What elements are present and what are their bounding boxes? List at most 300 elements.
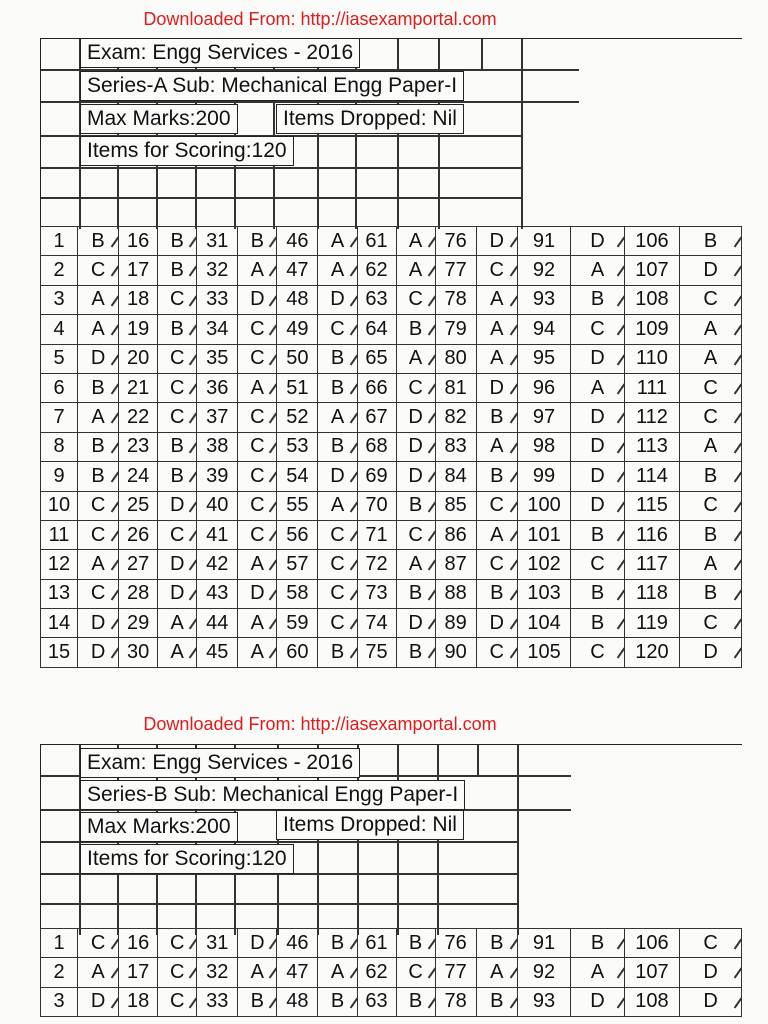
answer-key: B bbox=[476, 403, 517, 432]
question-number: 112 bbox=[624, 403, 680, 432]
answer-key: A bbox=[238, 373, 277, 402]
answer-key: C bbox=[680, 929, 742, 958]
answer-key: C bbox=[78, 491, 119, 520]
question-number: 94 bbox=[517, 315, 570, 344]
answer-key: D bbox=[78, 344, 119, 373]
answer-key: C bbox=[238, 432, 277, 461]
question-number: 79 bbox=[435, 315, 476, 344]
question-number: 118 bbox=[624, 579, 680, 608]
answer-key: A bbox=[318, 958, 357, 987]
answer-key: A bbox=[476, 344, 517, 373]
answer-key: A bbox=[78, 958, 119, 987]
question-number: 106 bbox=[624, 929, 680, 958]
answer-key: D bbox=[318, 285, 357, 314]
question-number: 76 bbox=[435, 227, 476, 256]
source-caption-b: Downloaded From: http://iasexamportal.com bbox=[143, 714, 497, 734]
question-number: 47 bbox=[277, 256, 318, 285]
answer-key: C bbox=[158, 987, 197, 1016]
question-number: 13 bbox=[41, 579, 78, 608]
answer-key: C bbox=[158, 929, 197, 958]
question-number: 25 bbox=[119, 491, 158, 520]
answer-key: B bbox=[318, 638, 357, 667]
answer-key: B bbox=[396, 929, 435, 958]
answer-key: C bbox=[238, 462, 277, 491]
answer-key: A bbox=[318, 227, 357, 256]
question-number: 66 bbox=[357, 373, 396, 402]
answer-key: A bbox=[158, 638, 197, 667]
answer-key: D bbox=[680, 638, 742, 667]
answer-key: D bbox=[476, 227, 517, 256]
answer-key: C bbox=[238, 403, 277, 432]
answer-key: B bbox=[318, 929, 357, 958]
question-number: 107 bbox=[624, 256, 680, 285]
question-number: 63 bbox=[357, 987, 396, 1016]
exam-title: Exam: Engg Services - 2016 bbox=[80, 38, 360, 68]
answer-key: B bbox=[396, 491, 435, 520]
answer-key: B bbox=[396, 987, 435, 1016]
answer-key: D bbox=[158, 491, 197, 520]
answer-key: B bbox=[318, 344, 357, 373]
answer-key: A bbox=[238, 638, 277, 667]
question-number: 61 bbox=[357, 929, 396, 958]
question-number: 14 bbox=[41, 609, 78, 638]
answer-key: C bbox=[571, 550, 624, 579]
question-number: 100 bbox=[517, 491, 570, 520]
question-number: 16 bbox=[119, 227, 158, 256]
question-number: 52 bbox=[277, 403, 318, 432]
answer-key: C bbox=[238, 315, 277, 344]
answer-key: D bbox=[78, 638, 119, 667]
question-number: 76 bbox=[435, 929, 476, 958]
question-number: 105 bbox=[517, 638, 570, 667]
question-number: 50 bbox=[277, 344, 318, 373]
question-number: 108 bbox=[624, 987, 680, 1016]
answer-key: B bbox=[396, 315, 435, 344]
answer-key: A bbox=[318, 256, 357, 285]
answer-key: B bbox=[476, 987, 517, 1016]
table-row bbox=[41, 609, 742, 638]
question-number: 35 bbox=[197, 344, 238, 373]
question-number: 87 bbox=[435, 550, 476, 579]
answer-key: B bbox=[78, 373, 119, 402]
question-number: 18 bbox=[119, 987, 158, 1016]
question-number: 75 bbox=[357, 638, 396, 667]
answer-key: B bbox=[318, 432, 357, 461]
question-number: 63 bbox=[357, 285, 396, 314]
answer-key: C bbox=[158, 403, 197, 432]
answer-key: C bbox=[238, 491, 277, 520]
answer-key: D bbox=[680, 958, 742, 987]
question-number: 92 bbox=[517, 958, 570, 987]
question-number: 115 bbox=[624, 491, 680, 520]
question-number: 15 bbox=[41, 638, 78, 667]
answer-key: C bbox=[476, 550, 517, 579]
question-number: 62 bbox=[357, 256, 396, 285]
question-number: 48 bbox=[277, 987, 318, 1016]
question-number: 77 bbox=[435, 256, 476, 285]
answer-key: A bbox=[396, 256, 435, 285]
question-number: 24 bbox=[119, 462, 158, 491]
question-number: 9 bbox=[41, 462, 78, 491]
table-row bbox=[41, 987, 742, 1016]
question-number: 45 bbox=[197, 638, 238, 667]
answer-key: B bbox=[158, 432, 197, 461]
question-number: 117 bbox=[624, 550, 680, 579]
question-number: 37 bbox=[197, 403, 238, 432]
question-number: 88 bbox=[435, 579, 476, 608]
answer-key: C bbox=[571, 315, 624, 344]
question-number: 41 bbox=[197, 520, 238, 549]
answer-key: C bbox=[396, 373, 435, 402]
question-number: 93 bbox=[517, 285, 570, 314]
answer-key: B bbox=[318, 987, 357, 1016]
question-number: 102 bbox=[517, 550, 570, 579]
answer-key: C bbox=[318, 315, 357, 344]
answer-key: C bbox=[396, 958, 435, 987]
question-number: 48 bbox=[277, 285, 318, 314]
answer-key: A bbox=[238, 256, 277, 285]
table-row bbox=[41, 403, 742, 432]
answer-key: B bbox=[318, 373, 357, 402]
answer-key: A bbox=[680, 315, 742, 344]
table-row bbox=[41, 958, 742, 987]
answer-key: C bbox=[238, 520, 277, 549]
question-number: 6 bbox=[41, 373, 78, 402]
question-number: 119 bbox=[624, 609, 680, 638]
question-number: 46 bbox=[277, 929, 318, 958]
answer-key: C bbox=[78, 929, 119, 958]
answer-table bbox=[40, 928, 742, 1017]
answer-key: A bbox=[476, 315, 517, 344]
question-number: 1 bbox=[41, 227, 78, 256]
question-number: 98 bbox=[517, 432, 570, 461]
exam-title: Exam: Engg Services - 2016 bbox=[80, 748, 360, 778]
answer-key: A bbox=[78, 403, 119, 432]
question-number: 17 bbox=[119, 256, 158, 285]
question-number: 81 bbox=[435, 373, 476, 402]
table-row bbox=[41, 432, 742, 461]
answer-key: C bbox=[158, 373, 197, 402]
question-number: 1 bbox=[41, 929, 78, 958]
question-number: 32 bbox=[197, 958, 238, 987]
answer-key: D bbox=[158, 579, 197, 608]
answer-key: C bbox=[238, 344, 277, 373]
answer-key: D bbox=[396, 462, 435, 491]
question-number: 22 bbox=[119, 403, 158, 432]
question-number: 89 bbox=[435, 609, 476, 638]
answer-key: D bbox=[238, 929, 277, 958]
answer-key: C bbox=[318, 550, 357, 579]
question-number: 62 bbox=[357, 958, 396, 987]
answer-key: B bbox=[571, 285, 624, 314]
question-number: 95 bbox=[517, 344, 570, 373]
answer-key: D bbox=[238, 579, 277, 608]
question-number: 96 bbox=[517, 373, 570, 402]
series-subject: Series-B Sub: Mechanical Engg Paper-I bbox=[80, 780, 465, 810]
question-number: 29 bbox=[119, 609, 158, 638]
answer-key: B bbox=[78, 432, 119, 461]
question-number: 46 bbox=[277, 227, 318, 256]
question-number: 19 bbox=[119, 315, 158, 344]
question-number: 60 bbox=[277, 638, 318, 667]
question-number: 101 bbox=[517, 520, 570, 549]
answer-key: D bbox=[476, 373, 517, 402]
question-number: 110 bbox=[624, 344, 680, 373]
answer-key: D bbox=[396, 432, 435, 461]
question-number: 91 bbox=[517, 227, 570, 256]
answer-key: C bbox=[680, 491, 742, 520]
answer-key: B bbox=[158, 256, 197, 285]
answer-key: D bbox=[571, 403, 624, 432]
answer-key: D bbox=[571, 491, 624, 520]
question-number: 103 bbox=[517, 579, 570, 608]
table-row bbox=[41, 285, 742, 314]
answer-key: B bbox=[476, 462, 517, 491]
question-number: 69 bbox=[357, 462, 396, 491]
table-row bbox=[41, 491, 742, 520]
items-for-scoring: Items for Scoring:120 bbox=[80, 136, 294, 166]
source-caption-a: Downloaded From: http://iasexamportal.com bbox=[143, 9, 497, 29]
question-number: 42 bbox=[197, 550, 238, 579]
question-number: 84 bbox=[435, 462, 476, 491]
question-number: 70 bbox=[357, 491, 396, 520]
table-row bbox=[41, 550, 742, 579]
answer-key: A bbox=[680, 432, 742, 461]
question-number: 53 bbox=[277, 432, 318, 461]
table-row bbox=[41, 373, 742, 402]
question-number: 74 bbox=[357, 609, 396, 638]
answer-key: D bbox=[318, 462, 357, 491]
question-number: 3 bbox=[41, 285, 78, 314]
answer-key: A bbox=[476, 520, 517, 549]
answer-key: A bbox=[238, 958, 277, 987]
question-number: 109 bbox=[624, 315, 680, 344]
table-row bbox=[41, 638, 742, 667]
question-number: 2 bbox=[41, 958, 78, 987]
question-number: 16 bbox=[119, 929, 158, 958]
question-number: 2 bbox=[41, 256, 78, 285]
question-number: 92 bbox=[517, 256, 570, 285]
answer-key: C bbox=[78, 579, 119, 608]
question-number: 80 bbox=[435, 344, 476, 373]
question-number: 65 bbox=[357, 344, 396, 373]
question-number: 67 bbox=[357, 403, 396, 432]
answer-key: D bbox=[78, 609, 119, 638]
question-number: 90 bbox=[435, 638, 476, 667]
question-number: 18 bbox=[119, 285, 158, 314]
answer-key: C bbox=[571, 638, 624, 667]
question-number: 58 bbox=[277, 579, 318, 608]
question-number: 83 bbox=[435, 432, 476, 461]
answer-key: A bbox=[78, 315, 119, 344]
answer-key: B bbox=[680, 520, 742, 549]
answer-key: C bbox=[318, 579, 357, 608]
answer-key: B bbox=[238, 987, 277, 1016]
question-number: 55 bbox=[277, 491, 318, 520]
question-number: 104 bbox=[517, 609, 570, 638]
answer-key: A bbox=[571, 373, 624, 402]
answer-key: B bbox=[476, 929, 517, 958]
question-number: 7 bbox=[41, 403, 78, 432]
question-number: 113 bbox=[624, 432, 680, 461]
answer-key: A bbox=[78, 550, 119, 579]
question-number: 20 bbox=[119, 344, 158, 373]
question-number: 120 bbox=[624, 638, 680, 667]
answer-key: B bbox=[78, 227, 119, 256]
question-number: 12 bbox=[41, 550, 78, 579]
question-number: 17 bbox=[119, 958, 158, 987]
question-number: 23 bbox=[119, 432, 158, 461]
question-number: 91 bbox=[517, 929, 570, 958]
answer-key: B bbox=[158, 227, 197, 256]
question-number: 33 bbox=[197, 987, 238, 1016]
answer-key: A bbox=[571, 256, 624, 285]
answer-key: C bbox=[78, 256, 119, 285]
table-row bbox=[41, 256, 742, 285]
question-number: 108 bbox=[624, 285, 680, 314]
question-number: 33 bbox=[197, 285, 238, 314]
answer-key: D bbox=[571, 227, 624, 256]
series-subject: Series-A Sub: Mechanical Engg Paper-I bbox=[80, 71, 464, 101]
answer-key: C bbox=[680, 403, 742, 432]
answer-key: C bbox=[680, 285, 742, 314]
question-number: 77 bbox=[435, 958, 476, 987]
answer-key: D bbox=[571, 344, 624, 373]
answer-key: D bbox=[680, 987, 742, 1016]
question-number: 57 bbox=[277, 550, 318, 579]
question-number: 44 bbox=[197, 609, 238, 638]
question-number: 34 bbox=[197, 315, 238, 344]
question-number: 107 bbox=[624, 958, 680, 987]
answer-key: A bbox=[238, 550, 277, 579]
question-number: 72 bbox=[357, 550, 396, 579]
answer-key: C bbox=[396, 520, 435, 549]
answer-key: D bbox=[571, 987, 624, 1016]
question-number: 3 bbox=[41, 987, 78, 1016]
question-number: 10 bbox=[41, 491, 78, 520]
answer-key: D bbox=[396, 609, 435, 638]
question-number: 11 bbox=[41, 520, 78, 549]
answer-key: D bbox=[238, 285, 277, 314]
question-number: 93 bbox=[517, 987, 570, 1016]
items-dropped: Items Dropped: Nil bbox=[276, 104, 464, 134]
answer-key: A bbox=[396, 550, 435, 579]
answer-key: D bbox=[680, 256, 742, 285]
table-row bbox=[41, 462, 742, 491]
question-number: 71 bbox=[357, 520, 396, 549]
answer-key: C bbox=[476, 638, 517, 667]
question-number: 49 bbox=[277, 315, 318, 344]
answer-table bbox=[40, 226, 742, 668]
answer-key: B bbox=[396, 579, 435, 608]
question-number: 28 bbox=[119, 579, 158, 608]
question-number: 31 bbox=[197, 929, 238, 958]
table-row bbox=[41, 227, 742, 256]
answer-key: B bbox=[158, 315, 197, 344]
answer-key: C bbox=[78, 520, 119, 549]
answer-key: A bbox=[318, 491, 357, 520]
question-number: 36 bbox=[197, 373, 238, 402]
question-number: 82 bbox=[435, 403, 476, 432]
answer-key: B bbox=[571, 929, 624, 958]
answer-key: B bbox=[476, 579, 517, 608]
answer-key: B bbox=[158, 462, 197, 491]
question-number: 5 bbox=[41, 344, 78, 373]
items-for-scoring: Items for Scoring:120 bbox=[80, 844, 294, 874]
question-number: 97 bbox=[517, 403, 570, 432]
question-number: 51 bbox=[277, 373, 318, 402]
answer-key: A bbox=[396, 227, 435, 256]
answer-key: A bbox=[78, 285, 119, 314]
answer-key: A bbox=[476, 958, 517, 987]
question-number: 78 bbox=[435, 987, 476, 1016]
question-number: 106 bbox=[624, 227, 680, 256]
answer-key: B bbox=[571, 609, 624, 638]
question-number: 73 bbox=[357, 579, 396, 608]
answer-key: D bbox=[158, 550, 197, 579]
max-marks: Max Marks:200 bbox=[80, 812, 238, 842]
table-row bbox=[41, 929, 742, 958]
table-row bbox=[41, 315, 742, 344]
answer-key: A bbox=[476, 432, 517, 461]
question-number: 31 bbox=[197, 227, 238, 256]
question-number: 111 bbox=[624, 373, 680, 402]
question-number: 26 bbox=[119, 520, 158, 549]
question-number: 56 bbox=[277, 520, 318, 549]
question-number: 78 bbox=[435, 285, 476, 314]
answer-key: A bbox=[238, 609, 277, 638]
question-number: 86 bbox=[435, 520, 476, 549]
question-number: 61 bbox=[357, 227, 396, 256]
answer-key: D bbox=[476, 609, 517, 638]
answer-key: C bbox=[158, 520, 197, 549]
answer-key: B bbox=[680, 227, 742, 256]
question-number: 43 bbox=[197, 579, 238, 608]
question-number: 21 bbox=[119, 373, 158, 402]
question-number: 85 bbox=[435, 491, 476, 520]
max-marks: Max Marks:200 bbox=[80, 104, 238, 134]
answer-key: B bbox=[396, 638, 435, 667]
answer-key: C bbox=[396, 285, 435, 314]
answer-key: A bbox=[680, 344, 742, 373]
answer-key: C bbox=[318, 609, 357, 638]
answer-key: B bbox=[571, 520, 624, 549]
question-number: 99 bbox=[517, 462, 570, 491]
answer-key: A bbox=[396, 344, 435, 373]
answer-key: B bbox=[571, 579, 624, 608]
question-number: 8 bbox=[41, 432, 78, 461]
question-number: 38 bbox=[197, 432, 238, 461]
question-number: 114 bbox=[624, 462, 680, 491]
question-number: 27 bbox=[119, 550, 158, 579]
answer-key: B bbox=[238, 227, 277, 256]
answer-key: A bbox=[476, 285, 517, 314]
answer-key: A bbox=[158, 609, 197, 638]
answer-key: C bbox=[158, 344, 197, 373]
answer-key: B bbox=[680, 579, 742, 608]
question-number: 4 bbox=[41, 315, 78, 344]
answer-key: C bbox=[158, 958, 197, 987]
answer-key: C bbox=[158, 285, 197, 314]
question-number: 39 bbox=[197, 462, 238, 491]
question-number: 68 bbox=[357, 432, 396, 461]
answer-key: D bbox=[571, 432, 624, 461]
question-number: 54 bbox=[277, 462, 318, 491]
answer-key: B bbox=[680, 462, 742, 491]
answer-key: C bbox=[476, 491, 517, 520]
items-dropped: Items Dropped: Nil bbox=[276, 810, 464, 840]
answer-key: C bbox=[476, 256, 517, 285]
